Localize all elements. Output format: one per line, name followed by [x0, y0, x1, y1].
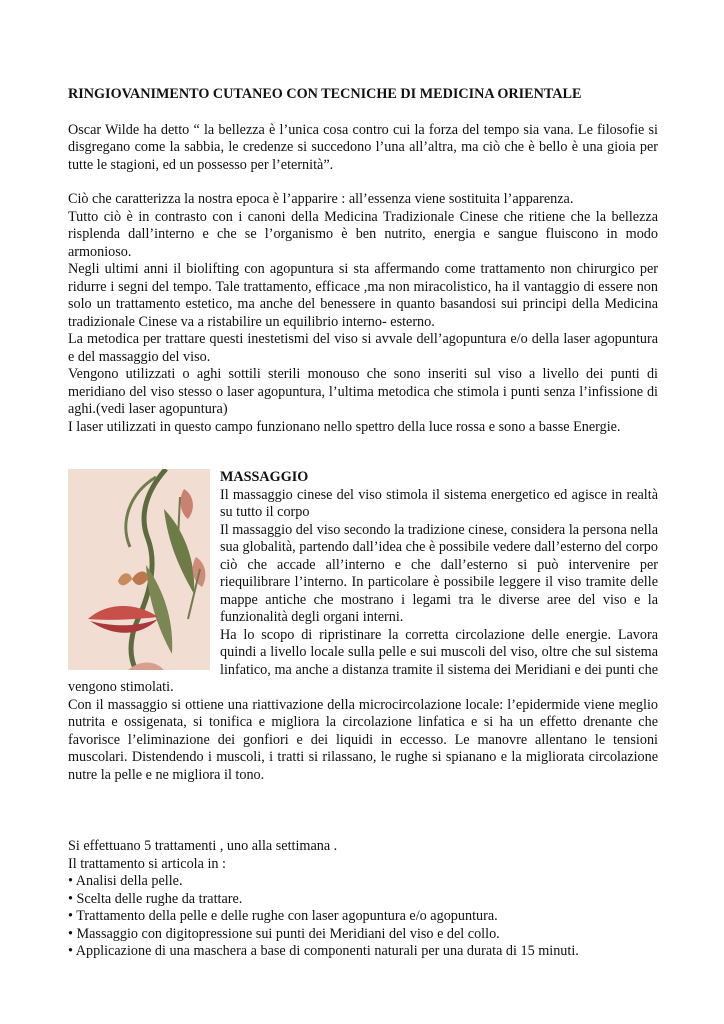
massaggio-heading: MASSAGGIO [220, 469, 309, 485]
treatment-item: • Scelta delle rughe da trattare. [68, 891, 658, 909]
paragraph-6: I laser utilizzati in questo campo funzionano nello spettro della luce rossa e sono a basse Energie. [68, 418, 621, 435]
treatment-item: • Massaggio con digitopressione sui punti dei Meridiani del viso e del collo. [68, 926, 658, 944]
paragraph-4: La metodica per trattare questi inestetismi del viso si avvale dell’agopuntura e/o della laser agopuntura e del massaggio del viso. [68, 331, 658, 365]
paragraph-2: Tutto ciò è in contrasto con i canoni della Medicina Tradizionale Cinese che ritiene che la bellezza risplenda dall’interno e che se l’organismo è ben nutrito, energia e sangue fluiscono in modo armonioso. [68, 208, 658, 260]
paragraph-5: Vengono utilizzati o aghi sottili sterili monouso che sono inseriti sul viso a livello dei punti di meridiano del viso stesso o laser agopuntura, l’ultima metodica che stimola i punti senza l’infissione di aghi.(vedi laser agopuntura) [68, 366, 658, 417]
face-flower-image [68, 469, 210, 670]
massaggio-paragraph-4: Con il massaggio si ottiene una riattivazione della microcircolazione locale: l’epidermide viene meglio nutrita e ossigenata, si tonifica e migliora la circolazione linfatica e si ha un effetto drenante che favorisce l’eliminazione dei gonfiori e dei liquidi in eccesso. Le manovre allentano le tensioni muscolari. Distendendo i muscoli, i tratti si rilassano, le rughe si spianano e la migliorata circolazione nutre la pelle e ne migliora il tono. [68, 696, 658, 783]
treatment-list [68, 873, 658, 961]
treatment-line-2: Il trattamento si articola in : [68, 855, 226, 872]
paragraph-3: Negli ultimi anni il biolifting con agopuntura si sta affermando come trattamento non chirurgico per ridurre i segni del tempo. Tale trattamento, efficace ,ma non miracolistico, ha il vantaggio di essere non solo un trattamento estetico, ma anche del benessere in quanto basandosi sui principi della Medicina tradizionale Cinese va a ristabilire un equilibrio interno- esterno. [68, 261, 658, 330]
treatment-item: • Analisi della pelle. [68, 873, 658, 891]
intro-quote: Oscar Wilde ha detto “ la bellezza è l’unica cosa contro cui la forza del tempo sia vana. Le filosofie si disgregano come la sabbia, le credenze si succedono l’una all’altra, ma ciò che è bello è una gioia per tutte le stagioni, ed un possesso per l’eternità”. [68, 121, 658, 173]
treatment-item: • Trattamento della pelle e delle rughe con laser agopuntura e/o agopuntura. [68, 908, 658, 926]
face-flower-illustration [68, 469, 210, 670]
massaggio-paragraph-3: Ha lo scopo di ripristinare la corretta circolazione delle energie. Lavora quindi a livello locale sulla pelle e sui muscoli del viso, oltre che sul sistema linfatico, ma anche a distanza tramite il sistema dei Meridiani e dei punti che vengono stimolati. [68, 626, 658, 695]
document-title: RINGIOVANIMENTO CUTANEO CON TECNICHE DI MEDICINA ORIENTALE [68, 86, 582, 102]
paragraph-1: Ciò che caratterizza la nostra epoca è l’apparire : all’essenza viene sostituita l’apparenza. [68, 191, 574, 207]
treatment-item: • Applicazione di una maschera a base di componenti naturali per una durata di 15 minuti. [68, 943, 658, 961]
massaggio-paragraph-2: Il massaggio del viso secondo la tradizione cinese, considera la persona nella sua globalità, partendo dall’idea che è possibile vedere dall’esterno del corpo ciò che accade all’interno e che dall’esterno si può intervenire per riequilibrare l’interno. In particolare è possibile leggere il viso tramite delle mappe antiche che mostrano i legami tra le diverse aree del viso e la funzionalità degli organi interni. [220, 521, 658, 625]
massaggio-paragraph-1: Il massaggio cinese del viso stimola il sistema energetico ed agisce in realtà su tutto il corpo [220, 486, 658, 520]
treatment-line-1: Si effettuano 5 trattamenti , uno alla settimana . [68, 838, 338, 854]
document-page [68, 86, 658, 961]
